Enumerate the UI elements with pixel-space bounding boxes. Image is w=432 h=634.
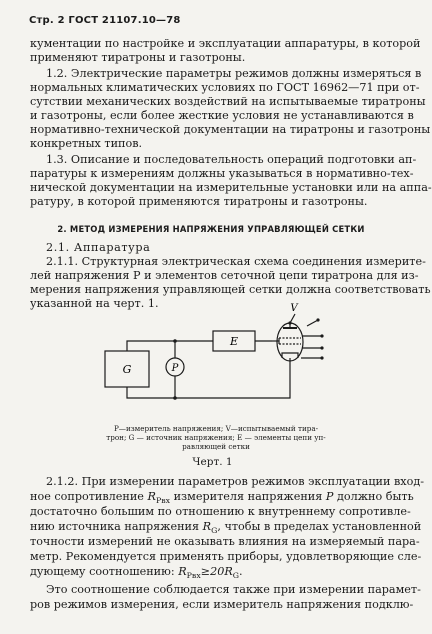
p2-1-1-line-4: указанной на черт. 1. [30, 297, 159, 310]
p2-1-1-line-3: мерения напряжения управляющей сетки должна соответствовать [30, 283, 431, 296]
subsection-title: 2.1. Аппаратура [46, 241, 151, 254]
page-header: Стр. 2 ГОСТ 21107.10—78 [29, 15, 181, 26]
p1-2-line-6: конкретных типов. [30, 137, 143, 150]
section-title: 2. МЕТОД ИЗМЕРЕНИЯ НАПРЯЖЕНИЯ УПРАВЛЯЮЩЕЙ СЕТКИ [57, 224, 365, 234]
p1-2-line-4: и газотроны, если более жесткие условия не устанавливаются в [30, 109, 414, 122]
figure-caption-line-3: равляющей сетки [182, 442, 250, 451]
p1-2-line-1: 1.2. Электрические параметры режимов должны измеряться в [46, 67, 422, 80]
p1-3-line-1: 1.3. Описание и последовательность операций подготовки ап- [46, 153, 417, 166]
final-line-1: Это соотношение соблюдается также при измерении парамет- [46, 583, 421, 596]
circuit-diagram [100, 298, 330, 420]
final-line-2: ров режимов измерения, если измеритель напряжения подклю- [30, 598, 414, 611]
p2-1-1-line-1: 2.1.1. Структурная электрическая схема соединения измерите- [46, 255, 426, 268]
wire-bottom [127, 361, 290, 398]
p1-3-line-3: нической документации на измерительные установки или на аппа- [30, 181, 432, 194]
p2-1-1-line-2: лей напряжения P и элементов сеточной цепи тиратрона для из- [30, 269, 419, 282]
p2-1-2-line-1: 2.1.2. При измерении параметров режимов эксплуатации вход- [46, 475, 425, 488]
ratio-formula: R [178, 565, 187, 578]
p2-1-2-line-2: ное сопротивление $R_{Pвх}$ измерителя напряжения P должно быть [30, 490, 414, 505]
label-g: G [122, 363, 132, 376]
intro-line-2: применяют тиратроны и газотроны. [30, 51, 246, 64]
figure-caption-line-2: трон; G — источник напряжения; E — элементы цепи уп- [106, 433, 326, 442]
p2-1-2-line-5: точности измерений не оказывать влияния на измеряемый пара- [30, 535, 420, 548]
p1-3-line-4: ратуру, в которой применяются тиратроны и газотроны. [30, 195, 368, 208]
wire-top [127, 341, 213, 351]
p2-1-2-line-7: дующему соотношению: $R_{Pвх}\ge 20R_G$. [30, 565, 243, 580]
figure-label: Черт. 1 [192, 456, 233, 468]
label-v: V [290, 303, 298, 314]
label-e: E [229, 335, 239, 348]
p2-1-2-line-4: нию источника напряжения $R_G$, чтобы в пределах установленной [30, 520, 422, 535]
p2-1-2-line-6: метр. Рекомендуется применять приборы, удовлетворяющие сле- [30, 550, 422, 563]
intro-line-1: кументации по настройке и эксплуатации аппаратуры, в которой [30, 37, 421, 50]
p1-2-line-5: нормативно-технической документации на тиратроны и газотроны [30, 123, 431, 136]
p1-3-line-2: паратуры к измерениям должны указываться в нормативно-тех- [30, 167, 414, 180]
label-p: P [171, 363, 179, 374]
figure-caption-line-1: P—измеритель напряжения; V—испытываемый тира- [113, 424, 319, 433]
p1-2-line-3: сутствии механических воздействий на испытываемые тиратроны [30, 95, 426, 108]
p1-2-line-2: нормальных климатических условиях по ГОСТ 16962—71 при от- [30, 81, 420, 94]
p2-1-2-line-3: достаточно большим по отношению к внутреннему сопротивле- [30, 505, 411, 518]
